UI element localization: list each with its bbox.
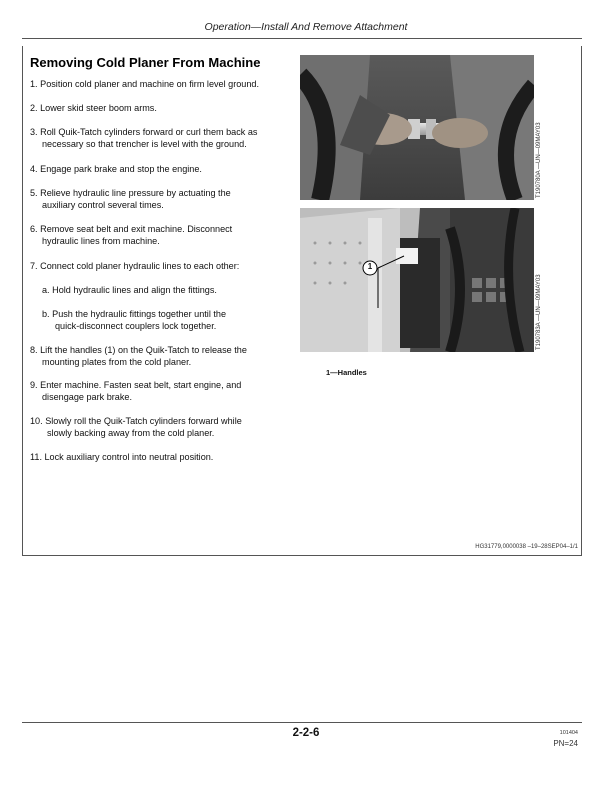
footer-pn: PN=24 — [553, 739, 578, 748]
section-title: Removing Cold Planer From Machine — [30, 55, 261, 70]
step-2: 2. Lower skid steer boom arms. — [30, 103, 157, 113]
header-rule — [22, 38, 582, 39]
step-6: 6. Remove seat belt and exit machine. Disconnect hydraulic lines from machine. — [30, 224, 233, 246]
footer-rule — [22, 722, 582, 723]
step-11: 11. Lock auxiliary control into neutral position. — [30, 452, 214, 462]
page-number: 2-2-6 — [292, 727, 320, 739]
photo1-code: T190780A —UN—09MAY03 — [536, 122, 542, 198]
step-7b: b. Push the hydraulic fittings together until the quick-disconnect couplers lock together. — [42, 309, 227, 331]
step-5: 5. Relieve hydraulic line pressure by actuating the auxiliary control several times. — [30, 188, 231, 210]
step-7a: a. Hold hydraulic lines and align the fittings. — [42, 285, 217, 295]
footer-code: 101404 — [559, 730, 578, 736]
step-8: 8. Lift the handles (1) on the Quik-Tatch to release the mounting plates from the cold planer. — [30, 345, 247, 367]
photo2-code: T190783A —UN—09MAY03 — [536, 274, 542, 350]
step-3: 3. Roll Quik-Tatch cylinders forward or curl them back as necessary so that trencher is level with the ground. — [30, 127, 258, 149]
photo-hydraulic-couplers — [300, 55, 534, 200]
figure-caption: 1—Handles — [326, 368, 367, 377]
step-7: 7. Connect cold planer hydraulic lines to each other: — [30, 261, 240, 271]
photo-quik-tatch-handles — [300, 208, 534, 352]
callout-1: 1 — [367, 262, 373, 271]
step-4: 4. Engage park brake and stop the engine. — [30, 164, 202, 174]
step-9: 9. Enter machine. Fasten seat belt, start engine, and disengage park brake. — [30, 380, 242, 402]
step-10: 10. Slowly roll the Quik-Tatch cylinders forward while slowly backing away from the cold planer. — [30, 416, 242, 438]
document-reference: HG31779,0000038 –19–28SEP04–1/1 — [475, 544, 578, 550]
header-title: Operation—Install And Remove Attachment — [204, 21, 408, 33]
step-1: 1. Position cold planer and machine on firm level ground. — [30, 79, 260, 89]
